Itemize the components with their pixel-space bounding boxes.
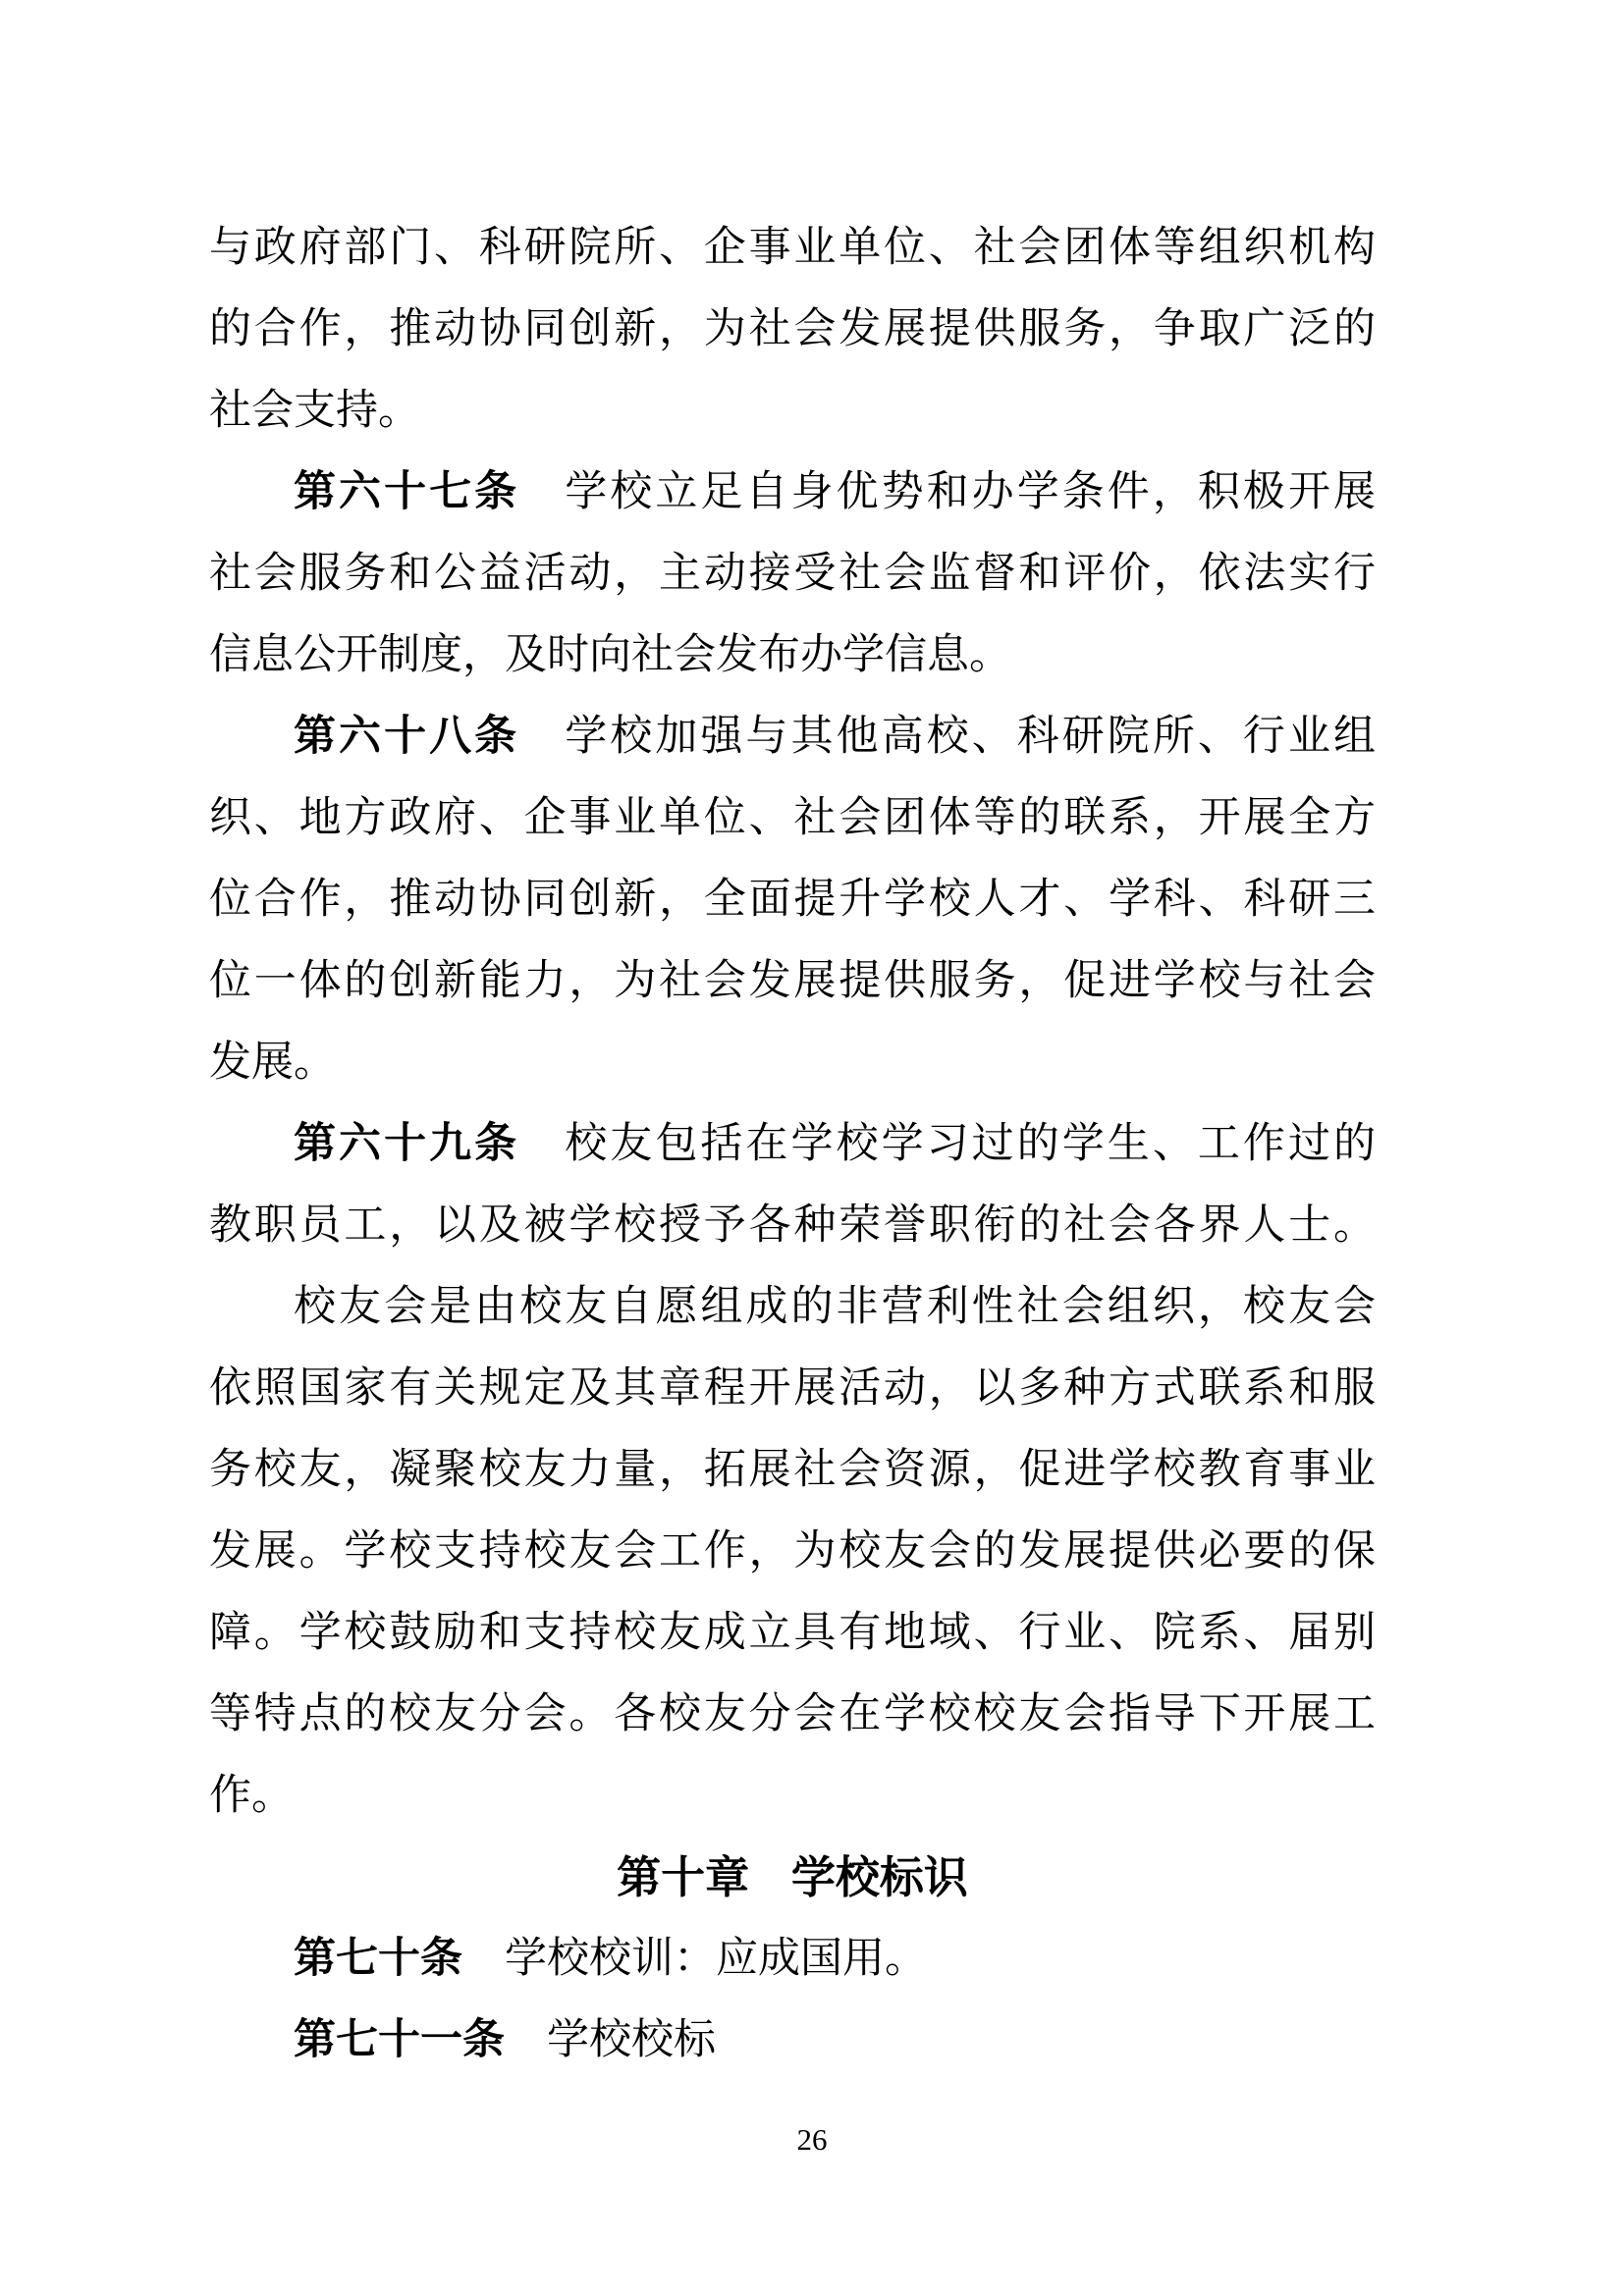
article-68-line: 发展。 xyxy=(209,1040,336,1086)
alumni-paragraph-line: 等特点的校友分会。各校友分会在学校校友会指导下开展工 xyxy=(209,1691,1376,1737)
paragraph-line: 的合作，推动协同创新，为社会发展提供服务，争取广泛的 xyxy=(209,306,1376,352)
article-68-line: 位一体的创新能力，为社会发展提供服务，促进学校与社会 xyxy=(209,958,1376,1004)
article-68-line: 第六十八条 学校加强与其他高校、科研院所、行业组 xyxy=(294,714,1377,760)
article-69-heading: 第六十九条 xyxy=(294,1121,520,1167)
article-69-line: 第六十九条 校友包括在学校学习过的学生、工作过的 xyxy=(294,1121,1377,1167)
article-71-line: 第七十一条 学校校标 xyxy=(294,2017,716,2063)
alumni-paragraph-line: 务校友，凝聚校友力量，拓展社会资源，促进学校教育事业 xyxy=(209,1447,1376,1493)
article-68-line: 位合作，推动协同创新，全面提升学校人才、学科、科研三 xyxy=(209,877,1376,923)
alumni-paragraph-line: 作。 xyxy=(209,1773,294,1819)
article-70-line: 第七十条 学校校训：应成国用。 xyxy=(294,1936,927,1982)
article-69-line: 教职员工，以及被学校授予各种荣誉职衔的社会各界人士。 xyxy=(209,1202,1376,1249)
chapter-title: 学校标识 xyxy=(790,1852,968,1902)
article-67-heading: 第六十七条 xyxy=(294,469,520,515)
article-67-line: 信息公开制度，及时向社会发布办学信息。 xyxy=(209,632,1011,678)
alumni-paragraph-line: 校友会是由校友自愿组成的非营利性社会组织，校友会 xyxy=(294,1284,1376,1330)
alumni-paragraph-line: 发展。学校支持校友会工作，为校友会的发展提供必要的保 xyxy=(209,1528,1376,1575)
chapter-10-heading xyxy=(209,1837,1376,1918)
article-71-heading: 第七十一条 xyxy=(294,2017,505,2063)
article-68-line: 织、地方政府、企事业单位、社会团体等的联系，开展全方 xyxy=(209,795,1376,841)
page-number: 26 xyxy=(796,2122,828,2157)
article-68-heading: 第六十八条 xyxy=(294,714,520,760)
paragraph-line: 社会支持。 xyxy=(209,388,420,434)
alumni-paragraph-line: 依照国家有关规定及其章程开展活动，以多种方式联系和服 xyxy=(209,1365,1376,1412)
article-70-heading: 第七十条 xyxy=(294,1936,462,1982)
alumni-paragraph-line: 障。学校鼓励和支持校友成立具有地域、行业、院系、届别 xyxy=(209,1610,1376,1656)
article-67-line: 社会服务和公益活动，主动接受社会监督和评价，依法实行 xyxy=(209,551,1376,597)
article-67-line: 第六十七条 学校立足自身优势和办学条件，积极开展 xyxy=(294,469,1377,515)
paragraph-line: 与政府部门、科研院所、企事业单位、社会团体等组织机构 xyxy=(209,225,1376,271)
chapter-number: 第十章 xyxy=(617,1852,750,1902)
document-body xyxy=(209,207,1376,2081)
